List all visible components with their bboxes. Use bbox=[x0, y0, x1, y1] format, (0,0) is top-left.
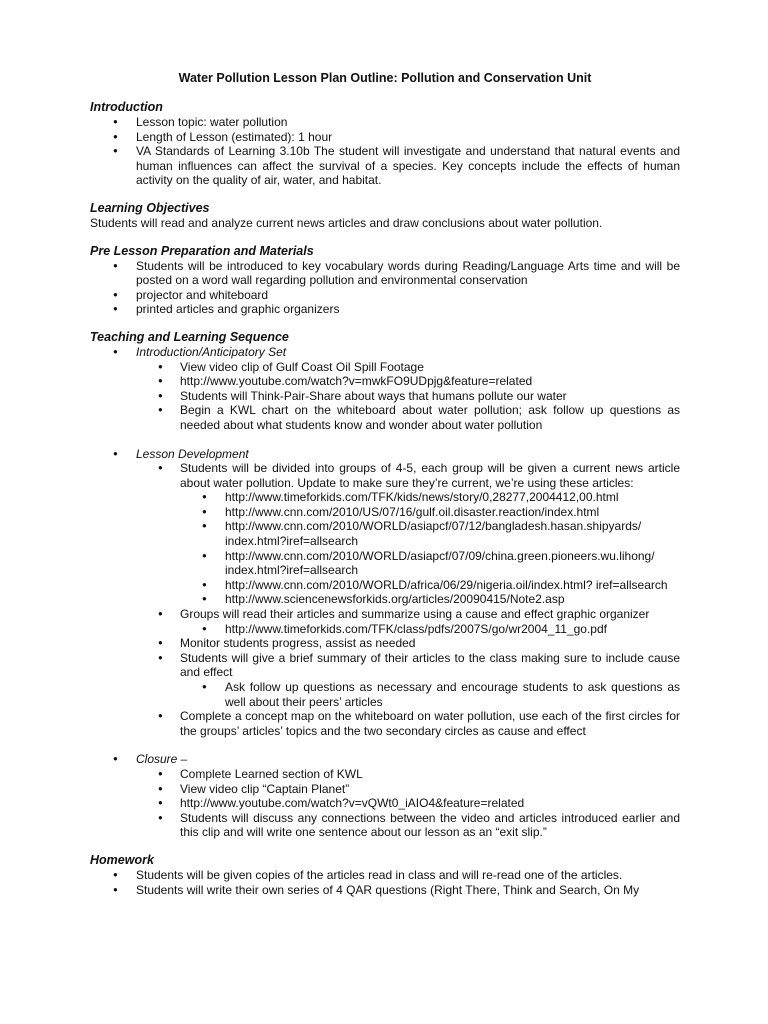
anticipatory-set-label: Introduction/Anticipatory Set bbox=[136, 344, 287, 359]
list-item: ● Complete Learned section of KWL bbox=[136, 767, 680, 782]
article-link: ● http://www.timeforkids.com/TFK/kids/news/story/0,28277,2004412,00.html bbox=[180, 490, 680, 505]
introduction-heading: Introduction bbox=[90, 100, 163, 114]
closure-list bbox=[136, 767, 680, 840]
article-link: ● http://www.cnn.com/2010/WORLD/asiapcf/07/12/bangladesh.hasan.shipyards/ index.html?iref=allsearch bbox=[180, 519, 680, 548]
list-item: ● http://www.youtube.com/watch?v=vQWt0_iAIO4&feature=related bbox=[136, 796, 680, 811]
lesson-development-label: Lesson Development bbox=[136, 446, 249, 461]
objectives-text: Students will read and analyze current news articles and draw conclusions about water pollution. bbox=[90, 215, 603, 230]
list-item: ● http://www.youtube.com/watch?v=mwkFO9UDpjg&feature=related bbox=[136, 374, 680, 389]
sequence-list bbox=[90, 345, 680, 840]
article-links-list bbox=[180, 490, 680, 607]
prep-list bbox=[90, 259, 680, 317]
article-link: ● http://www.cnn.com/2010/US/07/16/gulf.oil.disaster.reaction/index.html bbox=[180, 505, 680, 520]
prep-heading: Pre Lesson Preparation and Materials bbox=[90, 243, 314, 258]
list-item: ● View video clip of Gulf Coast Oil Spill Footage bbox=[136, 360, 680, 375]
article-link: ● http://www.cnn.com/2010/WORLD/asiapcf/07/09/china.green.pioneers.wu.lihong/ index.html?iref=allsearch bbox=[180, 549, 680, 578]
closure-label: Closure – bbox=[136, 752, 188, 767]
document-title: Water Pollution Lesson Plan Outline: Pollution and Conservation Unit bbox=[178, 71, 592, 85]
summary-text: Students will give a brief summary of their articles to the class making sure to include cause and effect bbox=[180, 650, 680, 680]
list-item bbox=[136, 607, 680, 636]
list-item: ● Students will be introduced to key vocabulary words during Reading/Language Arts time and will be posted on a word wall regarding pollution and environmental conservation bbox=[90, 259, 680, 288]
list-item: ● Students will be given copies of the articles read in class and will re-read one of the articles. bbox=[90, 868, 680, 883]
sequence-heading: Teaching and Learning Sequence bbox=[90, 329, 289, 344]
summary-sub-list bbox=[180, 680, 680, 709]
list-item bbox=[136, 651, 680, 709]
anticipatory-set-item bbox=[90, 345, 680, 433]
list-item: ● View video clip “Captain Planet” bbox=[136, 782, 680, 797]
organizer-link: ● http://www.timeforkids.com/TFK/class/pdfs/2007S/go/wr2004_11_go.pdf bbox=[180, 622, 680, 637]
groups-text: Students will be divided into groups of 4-5, each group will be given a current news article about water pollution. Update to make sure they’re current, we’re using these articles: bbox=[180, 461, 680, 490]
list-item: ● Monitor students progress, assist as needed bbox=[136, 636, 680, 651]
list-item: ● Begin a KWL chart on the whiteboard about water pollution; ask follow up questions as needed about what students know and wonder about water pollution bbox=[136, 403, 680, 432]
sequence-section bbox=[90, 330, 680, 840]
anticipatory-set-list bbox=[136, 360, 680, 433]
lesson-development-list bbox=[136, 461, 680, 738]
list-item: ● VA Standards of Learning 3.10b The student will investigate and understand that natural events and human influences can affect the survival of a species. Key concepts include the effects of human activity on the quality of air, water, and habitat. bbox=[90, 144, 680, 188]
introduction-section bbox=[90, 100, 680, 188]
list-item: ● Students will discuss any connections between the video and articles introduced earlier and this clip and will write one sentence about our lesson as an “exit slip.” bbox=[136, 811, 680, 840]
list-item: ● Length of Lesson (estimated): 1 hour bbox=[90, 130, 680, 145]
homework-heading: Homework bbox=[90, 852, 154, 867]
list-item: ● Students will Think-Pair-Share about ways that humans pollute our water bbox=[136, 389, 680, 404]
read-text: Groups will read their articles and summarize using a cause and effect graphic organizer bbox=[180, 607, 650, 622]
list-item bbox=[136, 461, 680, 607]
list-item: ● projector and whiteboard bbox=[90, 288, 680, 303]
list-item: ● Students will write their own series of 4 QAR questions (Right There, Think and Search, On My bbox=[90, 883, 680, 898]
list-item: ● Lesson topic: water pollution bbox=[90, 115, 680, 130]
objectives-heading: Learning Objectives bbox=[90, 200, 210, 215]
list-item: ● printed articles and graphic organizers bbox=[90, 302, 680, 317]
list-item: ● Complete a concept map on the whiteboard on water pollution, use each of the first circles for the groups’ articles’ topics and the two secondary circles as cause and effect bbox=[136, 709, 680, 738]
introduction-list bbox=[90, 115, 680, 188]
organizer-link-list bbox=[180, 622, 680, 637]
homework-list bbox=[90, 868, 680, 897]
prep-section bbox=[90, 244, 680, 317]
objectives-section bbox=[90, 201, 680, 231]
closure-item bbox=[90, 752, 680, 840]
lesson-development-item bbox=[90, 447, 680, 739]
article-link: ● http://www.sciencenewsforkids.org/articles/20090415/Note2.asp bbox=[180, 592, 680, 607]
homework-section bbox=[90, 853, 680, 897]
list-item: ● Ask follow up questions as necessary and encourage students to ask questions as well about their peers’ articles bbox=[180, 680, 680, 709]
article-link: ● http://www.cnn.com/2010/WORLD/africa/06/29/nigeria.oil/index.html? iref=allsearch bbox=[180, 578, 680, 593]
